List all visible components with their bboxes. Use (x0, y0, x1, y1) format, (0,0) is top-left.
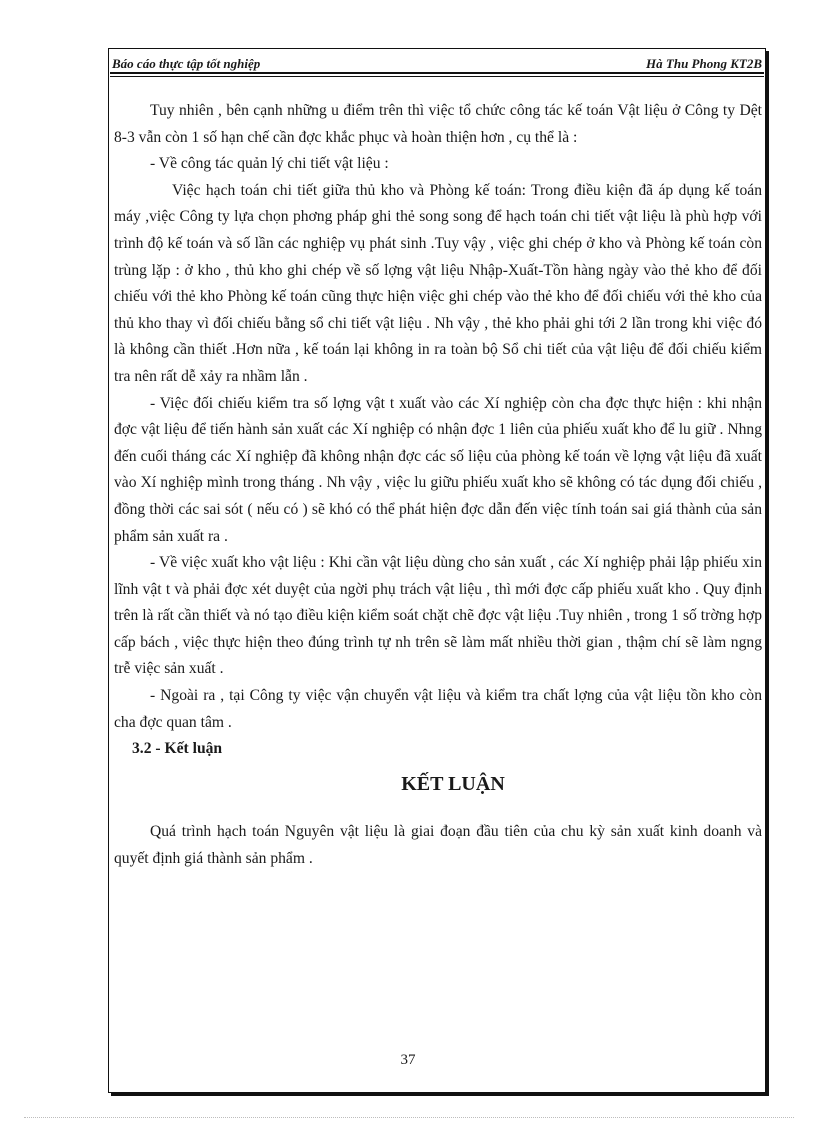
conclusion-title: KẾT LUẬN (401, 772, 505, 795)
paragraph-material-issue: - Về việc xuất kho vật liệu : Khi cần vật liệu dùng cho sản xuất , các Xí nghiệp phải lập phiếu xin lĩnh vật t và phải đợc xét duyệt của ngời phụ trách vật liệu , thì mới đợc cấp phiếu xuất kho . Quy định trên là rất cần thiết và nó tạo điều kiện kiểm soát chặt chẽ đợc vật liệu .Tuy nhiên , trong 1 số trờng hợp cấp bách , việc thực hiện theo đúng trình tự nh trên sẽ làm mất nhiều thời gian , thậm chí sẽ làm ngng trễ việc sản xuất . (114, 554, 762, 678)
section-heading: 3.2 - Kết luận (132, 740, 223, 758)
paragraph-detail-accounting: Việc hạch toán chi tiết giữa thủ kho và Phòng kế toán: Trong điều kiện đã áp dụng kế toán máy ,việc Công ty lựa chọn phơng pháp ghi thẻ song song để hạch toán chi tiết vật liệu là phù hợp với trình độ kế toán và số lần các nghiệp vụ phát sinh .Tuy vậy , việc ghi chép ở kho và Phòng kế toán còn trùng lặp : ở kho , thủ kho ghi chép về số lợng vật liệu Nhập-Xuất-Tồn hàng ngày vào thẻ kho để đối chiếu với thẻ kho Phòng kế toán cũng thực hiện việc ghi chép vào thẻ kho để đối chiếu với thẻ kho của thủ kho thay vì đối chiếu bằng sổ chi tiết vật liệu . Nh vậy , thẻ kho phải ghi tới 2 lần trong khi việc đó là không cần thiết .Hơn nữa , kế toán lại không in ra toàn bộ Sổ chi tiết của vật liệu để đối chiếu kiểm tra nên rất dễ xảy ra nhầm lẫn . (114, 181, 762, 385)
paragraph-conclusion: Quá trình hạch toán Nguyên vật liệu là giai đoạn đầu tiên của chu kỳ sản xuất kinh doanh và quyết định giá thành sản phẩm . (114, 823, 762, 868)
page-number: 37 (400, 1052, 416, 1068)
paragraph-intro: Tuy nhiên , bên cạnh những u điểm trên thì việc tổ chức công tác kế toán Vật liệu ở Công ty Dệt 8-3 vẫn còn 1 số hạn chế cần đợc khắc phục và hoàn thiện hơn , cụ thể là : (114, 102, 762, 146)
header-report-title: Báo cáo thực tập tốt nghiệp (112, 56, 261, 71)
paragraph-quantity-check: - Việc đối chiếu kiểm tra số lợng vật t xuất vào các Xí nghiệp còn cha đợc thực hiện : khi nhận đợc vật liệu để tiến hành sản xuất các Xí nghiệp có nhận đợc 1 liên của phiếu xuất kho để lu giữ . Nhng đến cuối tháng các Xí nghiệp đã không nhận đợc các số liệu của phòng kế toán về lợng vật liệu đã xuất vào Xí nghiệp mình trong tháng . Nh vậy , việc lu giữu phiếu xuất kho sẽ không có tác dụng đối chiếu , đồng thời các sai sót ( nếu có ) sẽ khó có thể phát hiện đợc dẫn đến việc tính toán sai giá thành của sản phẩm sản xuất ra . (114, 394, 762, 545)
paragraph-detail-heading: - Về công tác quản lý chi tiết vật liệu : (150, 155, 389, 173)
header-author: Hà Thu Phong KT2B (646, 56, 762, 71)
page-header (112, 50, 762, 72)
page-break-divider (24, 1117, 794, 1118)
paragraph-transport: - Ngoài ra , tại Công ty việc vận chuyển vật liệu và kiểm tra chất lợng của vật liệu tồn kho còn cha đợc quan tâm . (114, 687, 762, 731)
header-rule (110, 72, 764, 74)
document-body (114, 98, 762, 873)
header-rule-thin (110, 76, 764, 77)
